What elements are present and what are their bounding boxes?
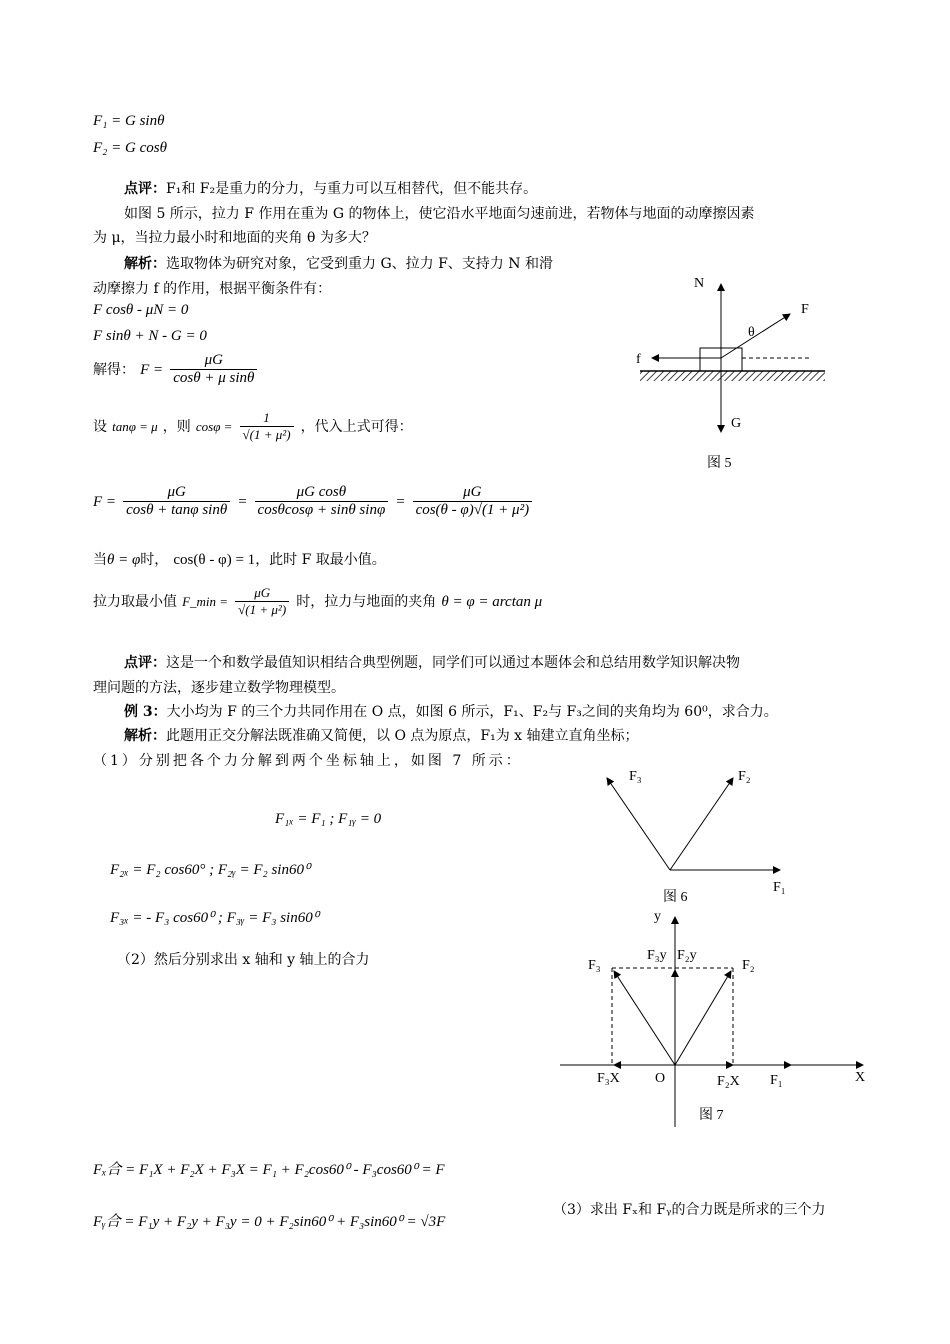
label-f: f bbox=[636, 352, 641, 367]
solution-2-line-2: 动摩擦力 f 的作用，根据平衡条件有： bbox=[93, 281, 332, 297]
label-X: X bbox=[855, 1070, 866, 1085]
solve-label: 解得： bbox=[93, 362, 135, 378]
fraction-numerator: μG bbox=[123, 484, 230, 502]
figure-5-caption: 图 5 bbox=[707, 456, 732, 471]
example-3 bbox=[124, 701, 778, 721]
label-F2X: F₂X bbox=[717, 1074, 740, 1089]
label-F3: F₃ bbox=[629, 769, 642, 784]
equation-f1-components: F₁ₓ = F₁ ; F₁ᵧ = 0 bbox=[275, 811, 382, 827]
label-F3: F₃ bbox=[588, 958, 601, 973]
when-mid: 时， bbox=[140, 552, 169, 568]
label-G: G bbox=[731, 416, 742, 431]
minimum-line bbox=[93, 585, 542, 618]
step-2: （2）然后分别求出 x 轴和 y 轴上的合力 bbox=[117, 952, 370, 968]
solution-label: 解析： bbox=[124, 728, 166, 744]
equation-f1: F₁ = G sinθ bbox=[93, 113, 165, 129]
comment-1 bbox=[124, 178, 537, 198]
equation-f2: F₂ = G cosθ bbox=[93, 140, 167, 156]
equation-f2-components: F₂ₓ = F₂ cos60° ; F₂ᵧ = F₂ sin60⁰ bbox=[110, 862, 310, 878]
f3-vector bbox=[614, 971, 675, 1065]
step-1: （1）分别把各个力分解到两个坐标轴上，如图 7 所示： bbox=[93, 753, 523, 769]
pull-force-arrow bbox=[721, 314, 790, 358]
solve-lhs: F = bbox=[140, 362, 164, 378]
label-theta: θ bbox=[748, 325, 755, 340]
big-fraction-3 bbox=[413, 484, 533, 519]
label-y: y bbox=[654, 909, 661, 924]
solution-text: 此题用正交分解法既准确又简便，以 O 点为原点，F₁为 x 轴建立直角坐标； bbox=[166, 728, 639, 744]
f2-vector bbox=[675, 971, 731, 1065]
solution-2-line-1 bbox=[124, 253, 553, 273]
min-prefix: 拉力取最小值 bbox=[93, 594, 177, 610]
problem-2-line-2: 为 μ，当拉力最小时和地面的夹角 θ 为多大？ bbox=[93, 230, 376, 246]
f2-vector bbox=[670, 778, 733, 870]
big-fraction-2 bbox=[255, 484, 389, 519]
tan-phi-equation: tanφ = μ bbox=[112, 419, 158, 434]
set-label: 设 bbox=[93, 419, 107, 435]
cos-phi-lhs: cosφ = bbox=[195, 419, 233, 434]
equation-x-resultant: Fₓ合 = F₁X + F₂X + F₃X = F₁ + F₂cos60⁰ - F₃cos60⁰ = F bbox=[93, 1162, 445, 1178]
fraction-denominator: cosθ + μ sinθ bbox=[173, 370, 255, 386]
big-equation: F = $\frac{\mu G}{\text{cosθ + tanφ sinθ}}$ = $\frac{\text{μG cosθ}}{\text{cosθcosφ + sinθ sinφ}}$ = $\frac{\mu G}{\text{cos(θ - φ)√(1 + μ²)}}$ bbox=[93, 484, 534, 519]
solve-fraction bbox=[170, 352, 257, 387]
cos-equation: cos(θ - φ) = 1 bbox=[173, 552, 256, 568]
min-angle-equation: θ = φ = arctan μ bbox=[441, 594, 543, 610]
equation-y-resultant: Fᵧ合 = F₁y + F₂y + F₃y = 0 + F₂sin60⁰ + F₃sin60⁰ = √3F bbox=[93, 1214, 446, 1230]
step-3: （3）求出 Fₓ和 Fᵧ的合力既是所求的三个力 bbox=[553, 1202, 826, 1218]
when-equation: θ = φ bbox=[107, 552, 141, 568]
label-F2: F₂ bbox=[742, 958, 755, 973]
ground-hatch bbox=[640, 371, 825, 381]
min-mid: 时，拉力与地面的夹角 bbox=[296, 594, 437, 610]
figure-7 bbox=[555, 905, 875, 1135]
fraction-numerator: μG bbox=[413, 484, 533, 502]
label-F2: F₂ bbox=[738, 769, 751, 784]
equation-horizontal-balance: F cosθ - μN = 0 bbox=[93, 302, 189, 318]
comment-2-line-2: 理问题的方法，逐步建立数学物理模型。 bbox=[93, 680, 345, 696]
fraction-denominator: cosθ + tanφ sinθ bbox=[126, 502, 228, 518]
cos-phi-fraction bbox=[240, 410, 294, 443]
label-F3y: F₃y bbox=[647, 948, 667, 963]
fraction-numerator: μG cosθ bbox=[255, 484, 389, 502]
comment-label: 点评： bbox=[124, 181, 166, 197]
figure-6 bbox=[595, 760, 805, 910]
fraction-denominator: √(1 + μ²) bbox=[242, 427, 291, 442]
comment-label: 点评： bbox=[124, 655, 166, 671]
label-O: O bbox=[655, 1071, 666, 1086]
problem-2-line-1: 如图 5 所示，拉力 F 作用在重为 G 的物体上，使它沿水平地面匀速前进，若物体与地面的动摩擦因素 bbox=[124, 206, 755, 222]
figure-5 bbox=[630, 270, 830, 475]
solved-expression bbox=[93, 352, 259, 387]
big-fraction-1 bbox=[123, 484, 230, 519]
solution-text: 选取物体为研究对象，它受到重力 G、拉力 F、支持力 N 和滑 bbox=[166, 256, 553, 272]
min-fraction bbox=[235, 585, 289, 618]
fraction-denominator: cosθcosφ + sinθ sinφ bbox=[257, 502, 386, 518]
comment-2-line-1 bbox=[124, 652, 740, 672]
when-prefix: 当 bbox=[93, 552, 107, 568]
example-text: 大小均为 F 的三个力共同作用在 O 点，如图 6 所示，F₁、F₂与 F₃之间的夹角均为 60⁰，求合力。 bbox=[166, 704, 778, 720]
big-lhs: F = bbox=[93, 494, 117, 510]
fraction-numerator: 1 bbox=[240, 410, 294, 427]
then-label: ，则 bbox=[162, 419, 191, 435]
example-label: 例 3： bbox=[124, 704, 167, 720]
figure-7-caption: 图 7 bbox=[699, 1108, 724, 1123]
equation-vertical-balance: F sinθ + N - G = 0 bbox=[93, 328, 207, 344]
f3-vector bbox=[607, 778, 670, 870]
when-suffix: ，此时 F 取最小值。 bbox=[255, 552, 386, 568]
label-F1: F₁ bbox=[770, 1073, 783, 1088]
min-lhs: F_min = bbox=[182, 594, 229, 609]
fraction-numerator: μG bbox=[235, 585, 289, 602]
label-F3X: F₃X bbox=[597, 1071, 620, 1086]
label-F: F bbox=[801, 302, 809, 317]
label-N: N bbox=[694, 276, 705, 291]
label-F1: F₁ bbox=[773, 880, 786, 895]
comment-text: 这是一个和数学最值知识相结合典型例题，同学们可以通过本题体会和总结用数学知识解决物 bbox=[166, 655, 740, 671]
fraction-denominator: √(1 + μ²) bbox=[238, 602, 287, 617]
substitution-line bbox=[93, 410, 413, 443]
substitute-label: ，代入上式可得： bbox=[300, 419, 413, 435]
label-F2y: F₂y bbox=[677, 948, 697, 963]
solution-label: 解析： bbox=[124, 256, 166, 272]
equation-f3-components: F₃ₓ = - F₃ cos60⁰ ; F₃ᵧ = F₃ sin60⁰ bbox=[110, 910, 319, 926]
fraction-denominator: cos(θ - φ)√(1 + μ²) bbox=[415, 502, 530, 518]
solution-3 bbox=[124, 725, 639, 745]
figure-6-caption: 图 6 bbox=[663, 890, 688, 905]
comment-text: F₁和 F₂是重力的分力，与重力可以互相替代，但不能共存。 bbox=[166, 181, 538, 197]
condition-line bbox=[93, 549, 386, 569]
fraction-numerator: μG bbox=[170, 352, 257, 370]
